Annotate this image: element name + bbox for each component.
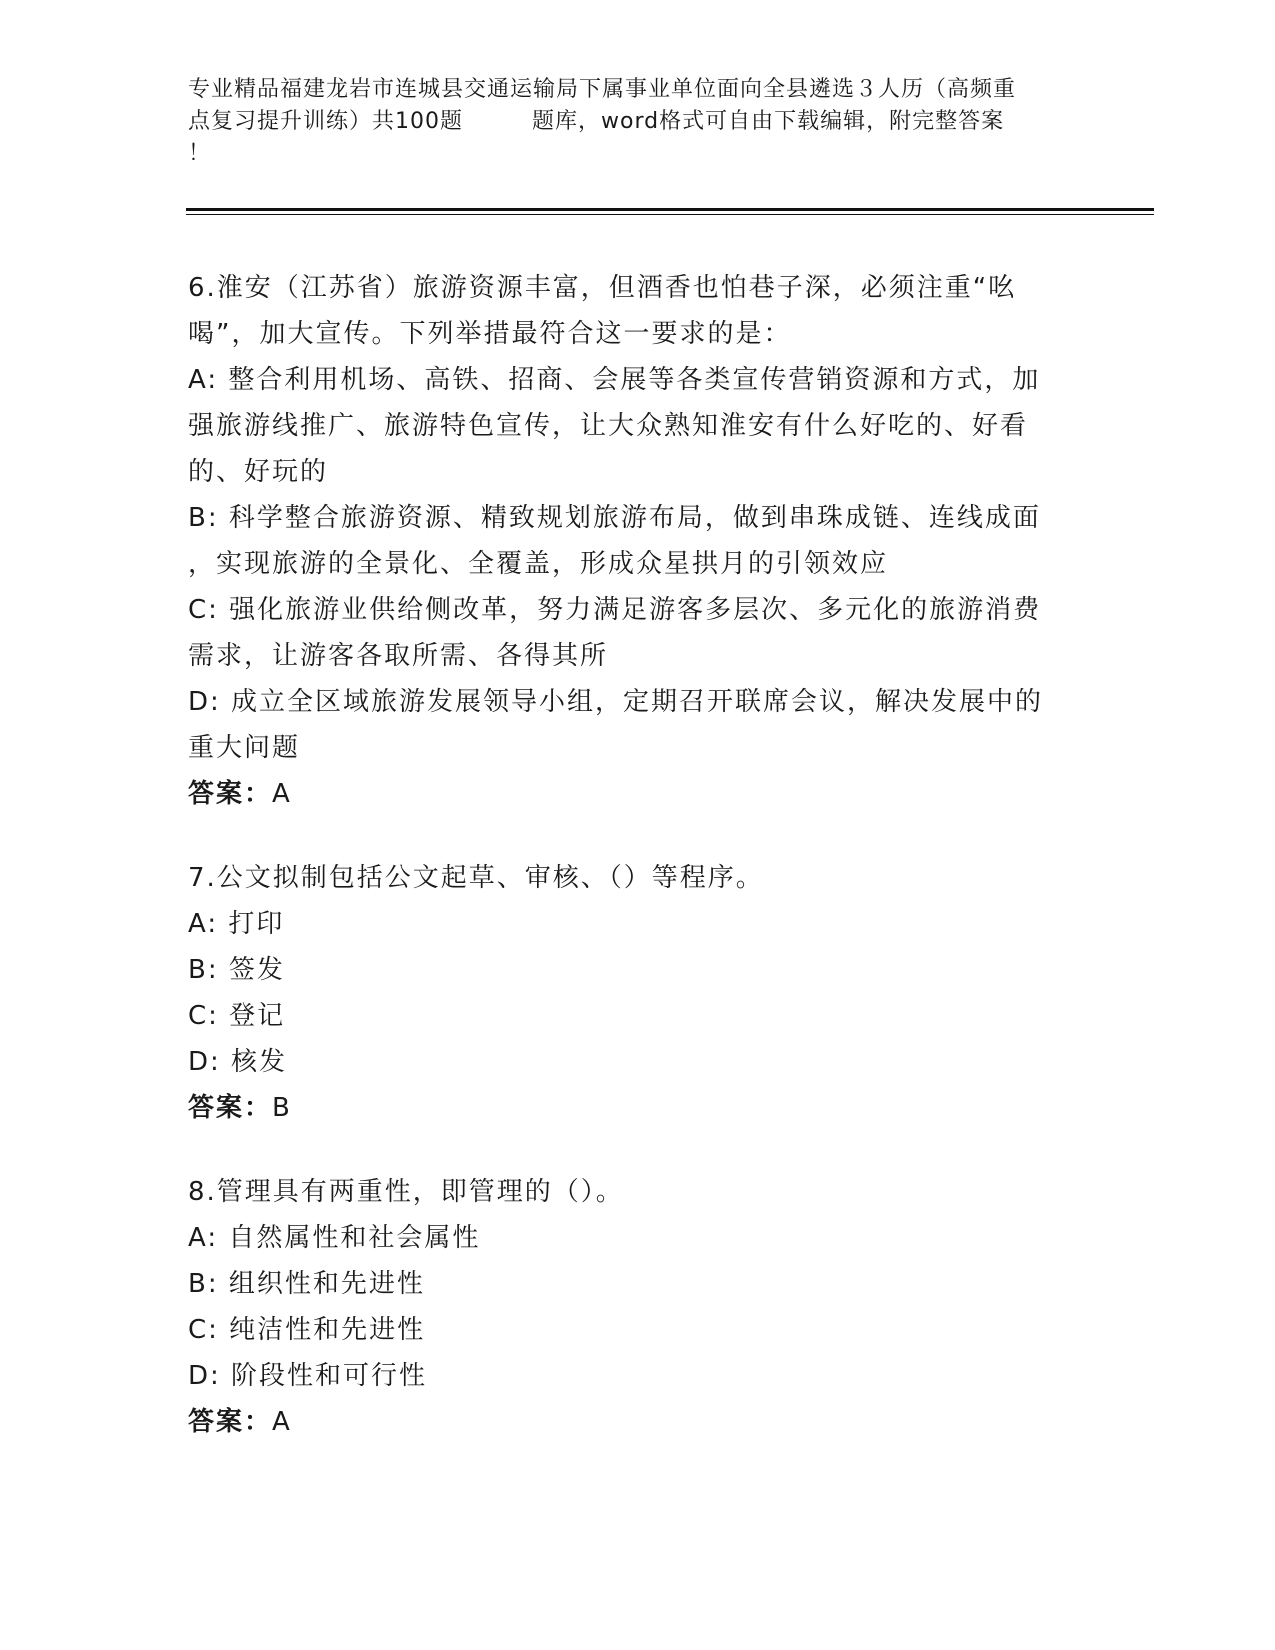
option-b: B: 签发 xyxy=(188,955,285,985)
question-8 xyxy=(188,1169,1088,1445)
option-a: A: 自然属性和社会属性 xyxy=(188,1223,481,1253)
answer-label: 答案： xyxy=(188,1093,273,1123)
answer-label: 答案： xyxy=(188,1407,273,1437)
question-stem: 喝”，加大宣传。下列举措最符合这一要求的是： xyxy=(188,319,792,349)
option-text: 重大问题 xyxy=(188,733,301,763)
header-line: 点复习提升训练）共100题 题库，word格式可自由下载编辑，附完整答案 xyxy=(188,109,1005,134)
document-header xyxy=(188,74,1088,170)
option-d xyxy=(188,679,1088,771)
option-a xyxy=(188,357,1088,495)
option-d: D: 阶段性和可行性 xyxy=(188,1361,428,1391)
header-divider-thick xyxy=(186,208,1154,211)
option-a: A: 打印 xyxy=(188,909,285,939)
answer-line xyxy=(188,771,1088,817)
option-c xyxy=(188,587,1088,679)
answer-value: A xyxy=(272,779,292,809)
answer-value: B xyxy=(272,1093,292,1123)
option-text: D: 成立全区域旅游发展领导小组，定期召开联席会议，解决发展中的 xyxy=(188,687,1044,717)
answer-line xyxy=(188,1399,1088,1445)
option-text: 需求，让游客各取所需、各得其所 xyxy=(188,641,609,671)
answer-label: 答案： xyxy=(188,779,273,809)
option-b xyxy=(188,495,1088,587)
option-b: B: 组织性和先进性 xyxy=(188,1269,425,1299)
answer-value: A xyxy=(272,1407,292,1437)
option-text: C: 强化旅游业供给侧改革，努力满足游客多层次、多元化的旅游消费 xyxy=(188,595,1042,625)
header-line: 专业精品福建龙岩市连城县交通运输局下属事业单位面向全县遴选３人历（高频重 xyxy=(188,77,1017,102)
option-c: C: 纯洁性和先进性 xyxy=(188,1315,426,1345)
question-stem: 8.管理具有两重性，即管理的（）。 xyxy=(188,1177,624,1207)
header-line: ！ xyxy=(188,141,212,166)
option-c: C: 登记 xyxy=(188,1001,286,1031)
answer-line xyxy=(188,1085,1088,1131)
option-text: ，实现旅游的全景化、全覆盖，形成众星拱月的引领效应 xyxy=(188,549,889,579)
question-list xyxy=(188,265,1088,1483)
question-stem: 6.淮安（江苏省）旅游资源丰富，但酒香也怕巷子深，必须注重“吆 xyxy=(188,273,1017,303)
option-text: B: 科学整合旅游资源、精致规划旅游布局，做到串珠成链、连线成面 xyxy=(188,503,1041,533)
option-d: D: 核发 xyxy=(188,1047,288,1077)
question-7 xyxy=(188,855,1088,1131)
header-divider-thin xyxy=(186,214,1154,215)
option-text: A: 整合利用机场、高铁、招商、会展等各类宣传营销资源和方式，加 xyxy=(188,365,1041,395)
question-stem: 7.公文拟制包括公文起草、审核、（）等程序。 xyxy=(188,863,764,893)
option-text: 强旅游线推广、旅游特色宣传，让大众熟知淮安有什么好吃的、好看 xyxy=(188,411,1029,441)
question-6 xyxy=(188,265,1088,817)
option-text: 的、好玩的 xyxy=(188,457,329,487)
